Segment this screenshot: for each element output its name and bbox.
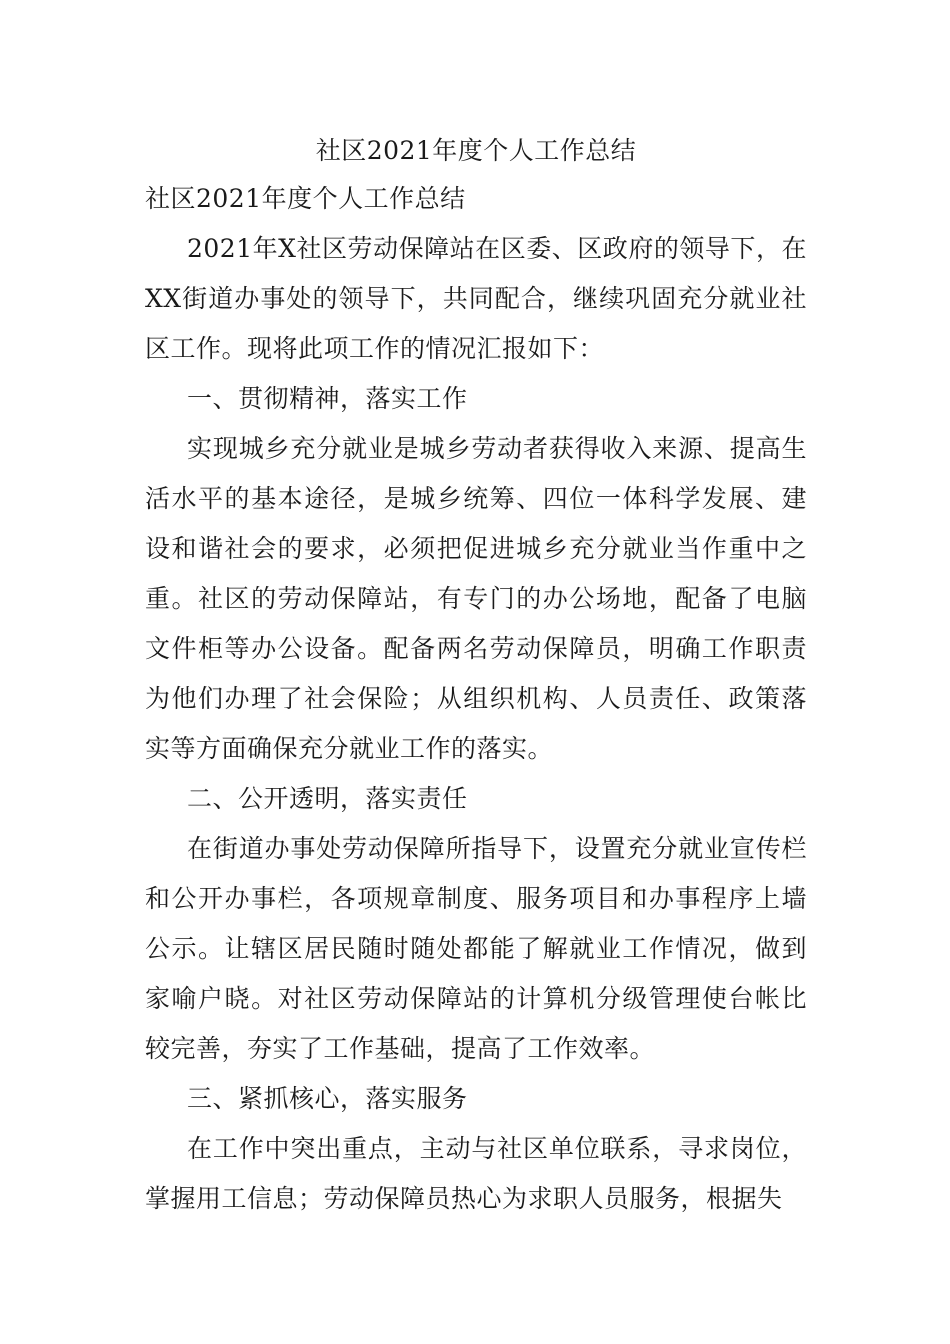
- section-heading-3: 三、紧抓核心，落实服务: [187, 1084, 468, 1113]
- intro-paragraph: 2021年X社区劳动保障站在区委、区政府的领导下，在XX街道办事处的领导下，共同配合，继续巩固充分就业社区工作。现将此项工作的情况汇报如下：: [145, 234, 807, 363]
- section-body-3: 在工作中突出重点，主动与社区单位联系，寻求岗位，掌握用工信息；劳动保障员热心为求职人员服务，根据失: [145, 1134, 807, 1213]
- document-title: 社区2021年度个人工作总结: [315, 136, 637, 165]
- document-subtitle: 社区2021年度个人工作总结: [145, 184, 466, 213]
- section-body-2: 在街道办事处劳动保障所指导下，设置充分就业宣传栏和公开办事栏，各项规章制度、服务项目和办事程序上墙公示。让辖区居民随时随处都能了解就业工作情况，做到家喻户晓。对社区劳动保障站的计算机分级管理使台帐比较完善，夯实了工作基础，提高了工作效率。: [145, 834, 807, 1063]
- document-content: [145, 128, 807, 1224]
- section-body-1: 实现城乡充分就业是城乡劳动者获得收入来源、提高生活水平的基本途径，是城乡统筹、四位一体科学发展、建设和谐社会的要求，必须把促进城乡充分就业当作重中之重。社区的劳动保障站，有专门的办公场地，配备了电脑文件柜等办公设备。配备两名劳动保障员，明确工作职责为他们办理了社会保险；从组织机构、人员责任、政策落实等方面确保充分就业工作的落实。: [145, 434, 807, 763]
- section-heading-1: 一、贯彻精神，落实工作: [187, 384, 468, 413]
- section-heading-2: 二、公开透明，落实责任: [187, 784, 468, 813]
